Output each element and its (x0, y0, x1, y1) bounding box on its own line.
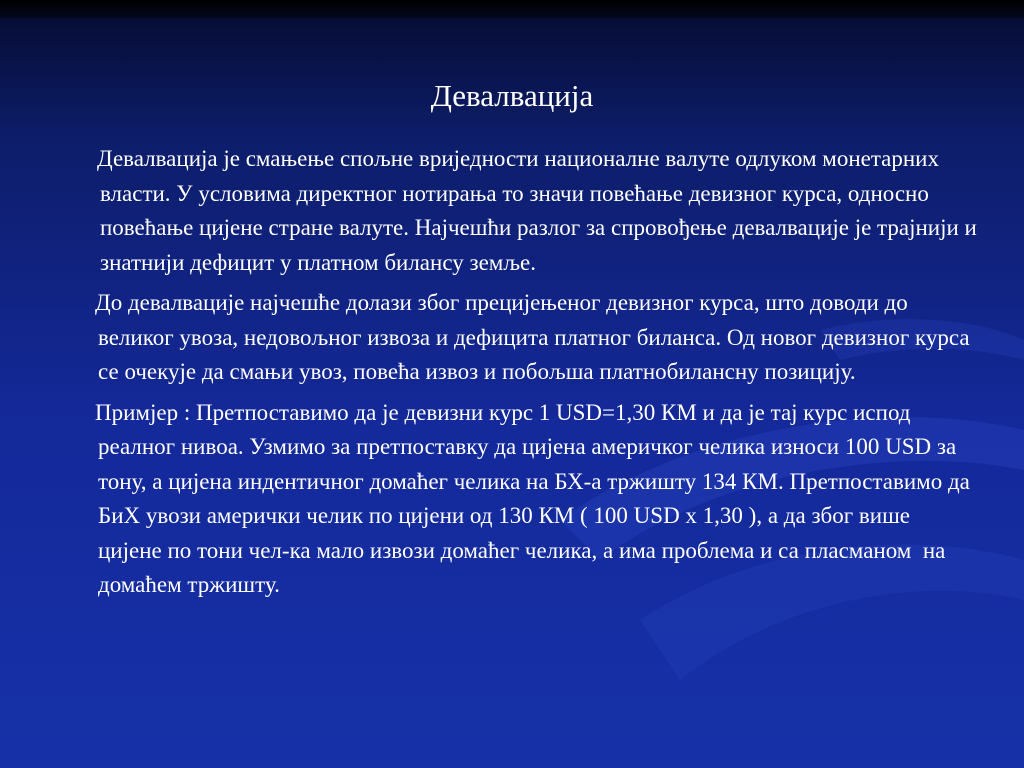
paragraph-causes: До девалвације најчешће долази због прецијењеног девизног курса, што доводи до великог увоза, недовољног извоза и дефицита платног биланса. Од новог девизног курса се очекује да смањи увоз, повећа извоз и побољша платнобилансну позицију. (95, 290, 976, 384)
slide-title: Девалвација (430, 78, 594, 113)
slide-body (78, 142, 983, 609)
top-dark-band (0, 0, 1024, 18)
paragraph-example: Примјер : Претпоставимо да је девизни курс 1 USD=1,30 КМ и да је тај курс испод реалног нивоа. Узмимо за претпоставку да цијена америчког челика износи 100 USD за тону, а цијена индентичног домаћег челика на БХ-а тржишту 134 КМ. Претпоставимо да БиХ увози амерички челик по цијени од 130 КМ ( 100 USD x 1,30 ), а да због више цијене по тони чел-ка мало извози домаћег челика, а има проблема и са пласманом на домаћем тржишту. (95, 399, 976, 597)
paragraph-definition: Девалвација је смањење спољне вриједности националне валуте одлуком монетарних власти. У условима директног нотирања то значи повећање девизног курса, односно повећање цијене стране валуте. Најчешћи разлог за спровођење девалвације је трајнији и знатнији дефицит у платном билансу земље. (97, 146, 983, 275)
